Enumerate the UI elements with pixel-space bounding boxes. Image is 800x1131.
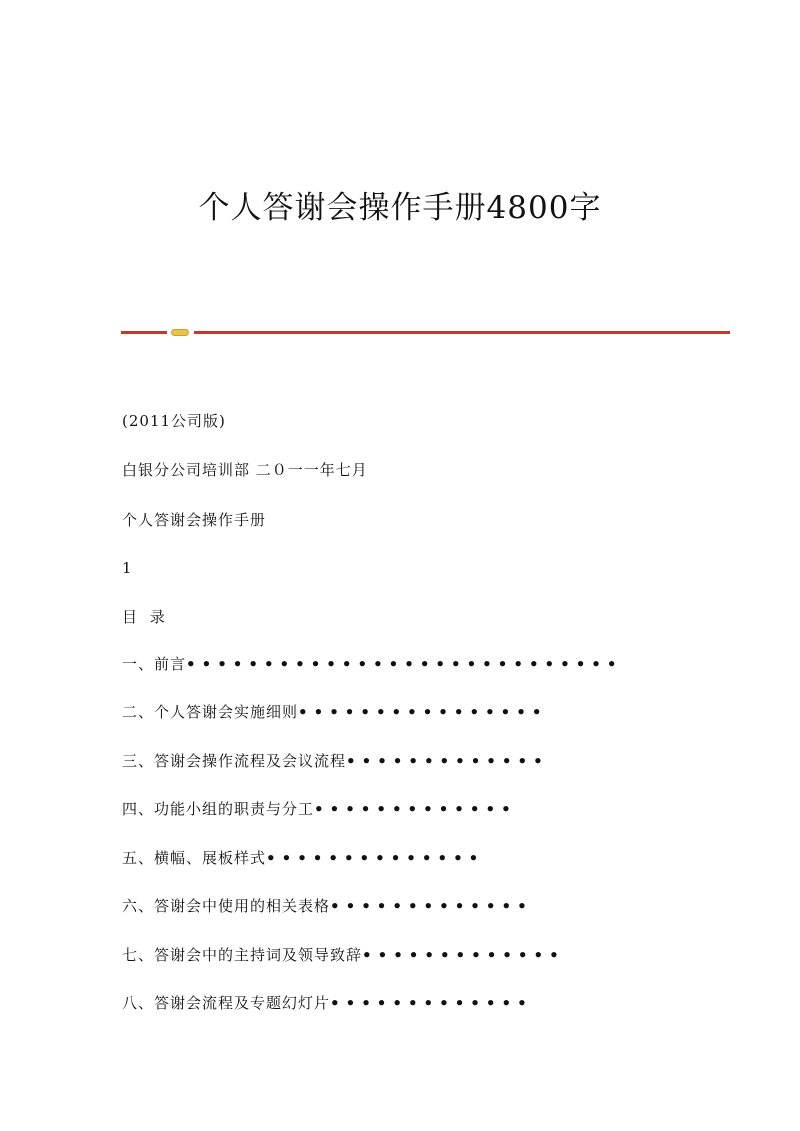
toc-item-label: 五、横幅、展板样式 (122, 849, 267, 867)
toc-item-label: 二、个人答谢会实施细则 (122, 703, 299, 721)
edition-line: (2011公司版) (122, 412, 226, 430)
page-number: 1 (122, 559, 133, 577)
toc-heading: 目 录 (122, 608, 169, 626)
toc-item-leader: ••••••••••••• (330, 897, 533, 915)
subtitle-line: 个人答谢会操作手册 (122, 511, 267, 529)
toc-item[interactable] (122, 945, 565, 965)
toc-item[interactable] (122, 751, 549, 771)
issuer-line: 白银分公司培训部 二０一一年七月 (122, 461, 368, 479)
toc-item[interactable] (122, 702, 547, 722)
toc-item-label: 一、前言 (122, 655, 187, 673)
document-title: 个人答谢会操作手册4800字 (198, 190, 602, 226)
toc-item[interactable] (122, 799, 517, 819)
toc-item-label: 四、功能小组的职责与分工 (122, 800, 315, 818)
toc-item-leader: ••••••••••••• (346, 752, 549, 770)
toc-item[interactable] (122, 654, 622, 674)
toc-item-leader: •••••••••••••••• (298, 703, 548, 721)
toc-item-label: 三、答谢会操作流程及会议流程 (122, 752, 347, 770)
toc-item-label: 七、答谢会中的主持词及领导致辞 (122, 946, 363, 964)
title-divider (121, 331, 730, 335)
toc-item-label: 八、答谢会流程及专题幻灯片 (122, 994, 331, 1012)
toc-item[interactable] (122, 848, 484, 868)
divider-right-segment (194, 331, 730, 334)
toc-item[interactable] (122, 896, 533, 916)
toc-item-leader: •••••••••••••• (266, 849, 485, 867)
toc-item-leader: ••••••••••••• (330, 994, 533, 1012)
toc-item-leader: ••••••••••••• (362, 946, 565, 964)
toc-item-label: 六、答谢会中使用的相关表格 (122, 897, 331, 915)
toc-item[interactable] (122, 993, 533, 1013)
divider-ornament-icon (171, 329, 189, 336)
divider-left-segment (121, 331, 167, 334)
toc-item-leader: •••••••••••••••••••••••••••• (186, 655, 623, 673)
toc-item-leader: ••••••••••••• (314, 800, 517, 818)
